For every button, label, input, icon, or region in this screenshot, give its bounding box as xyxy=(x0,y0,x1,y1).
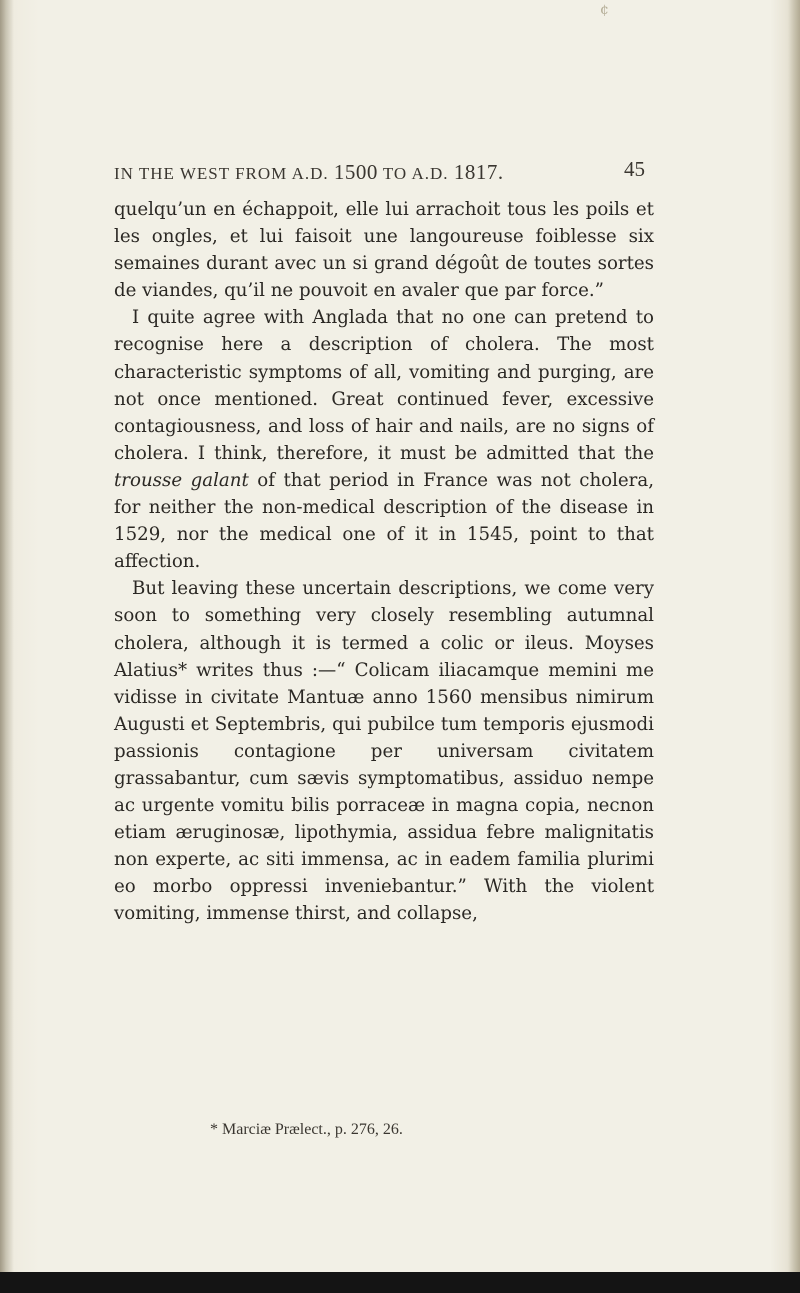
paragraph-2-before: I quite agree with Anglada that no one can pretend to recognise here a description of cholera. The most characteristic symptoms of all, vomiting and purging, are not once mentioned. Great continued fever, excessive contagiousness, and loss of hair and nails, are no signs of cholera. I think, therefore, it must be admitted that the xyxy=(114,307,654,464)
footnote: * Marciæ Prælect., p. 276, 26. xyxy=(210,1121,403,1138)
year-end: 1817. xyxy=(453,160,504,184)
page-edge xyxy=(788,0,800,1293)
bottom-scan-border xyxy=(0,1272,800,1293)
running-head xyxy=(114,160,574,185)
page-number: 45 xyxy=(624,157,645,181)
binding-shadow xyxy=(0,0,14,1293)
paragraph-2-italic: trousse galant xyxy=(114,469,249,491)
paragraph-1: quelqu’un en échappoit, elle lui arrachoit tous les poils et les ongles, et lui faisoit une langoureuse foiblesse six semaines durant avec un si grand dégoût de toutes sortes de viandes, qu’il ne pouvoit en avaler que par force.” xyxy=(114,199,654,302)
year-start: 1500 xyxy=(333,160,378,184)
running-head-mid: TO A.D. xyxy=(377,164,454,183)
paragraph-3: But leaving these uncertain descriptions, we come very soon to something very closely resembling autumnal cholera, although it is termed a colic or ileus. Moyses Alatius* writes thus :—“ Colicam iliacamque memini me vidisse in civitate Mantuæ anno 1560 mensibus nimirum Augusti et Septembris, qui pubilce tum temporis ejusmodi passionis contagione per universam civitatem grassabantur, cum sævis symptomatibus, assiduo nempe ac urgente vomitu bilis porraceæ in magna copia, necnon etiam æruginosæ, lipothymia, assidua febre malignitatis non experte, ac siti immensa, ac in eadem familia plurimi eo morbo oppressi inveniebantur.” With the violent vomiting, immense thirst, and collapse, xyxy=(114,578,654,925)
paragraph-2-after: of that period in France was not cholera, for neither the non-medical description of the disease in 1529, nor the medical one of it in 1545, point to that affection. xyxy=(114,469,655,573)
body-text xyxy=(114,196,654,928)
running-head-prefix: IN THE WEST FROM A.D. xyxy=(114,164,334,183)
paragraph-2 xyxy=(114,304,654,575)
stray-mark: ¢ xyxy=(600,2,609,18)
